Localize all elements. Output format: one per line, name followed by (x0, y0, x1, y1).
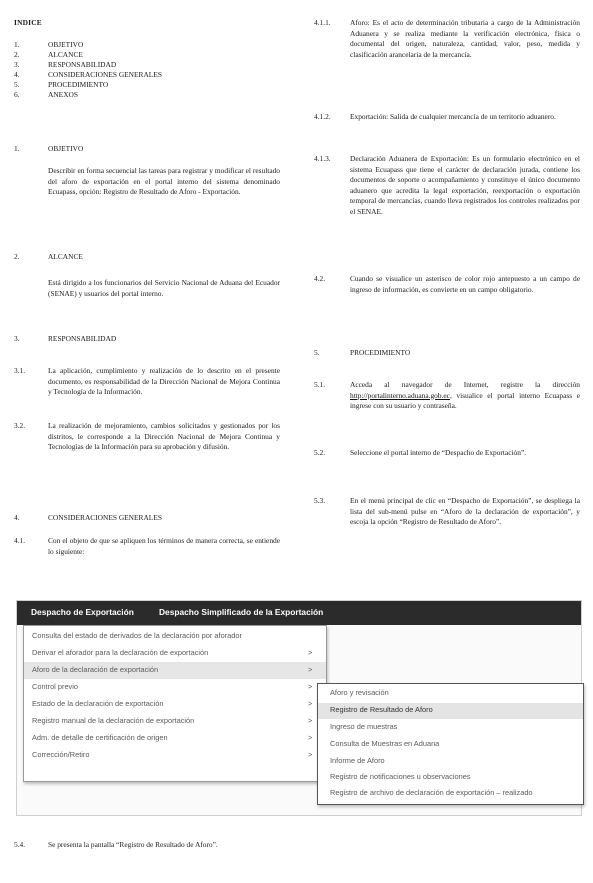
section-2-number: 2. (14, 252, 20, 261)
item-5-3-text: En el menú principal de clic en “Despacho de Exportación”, se despliega la lista del sub-menú pulse en “Aforo de la declaración de exportación”, y escoja la opción “Registro de Resultado de Aforo”. (350, 496, 580, 527)
section-4-number: 4. (14, 513, 20, 522)
item-4-1-2-text: Exportación: Salida de cualquier mercancía de un territorio aduanero. (350, 112, 556, 121)
submenu-item[interactable]: Registro manual de la declaración de exportación > (32, 716, 313, 725)
menu-despacho-simplificado[interactable]: Despacho Simplificado de la Exportación (159, 607, 324, 617)
item-4-1-text: Con el objeto de que se apliquen los términos de manera correcta, se entiende lo siguiente: (48, 536, 280, 556)
menu-despacho-exportacion[interactable]: Despacho de Exportación (31, 607, 134, 617)
menu-bar (17, 601, 581, 625)
section-4-title: CONSIDERACIONES GENERALES (48, 513, 162, 522)
menu-screenshot (16, 600, 582, 816)
section-3-number: 3. (14, 334, 20, 343)
item-3-1-text: La aplicación, cumplimiento y realización de lo descrito en el presente documento, es responsabilidad de la Dirección Nacional de Mejora Continua y Tecnología de la Información. (48, 366, 280, 397)
item-5-2-number: 5.2. (314, 448, 326, 457)
item-3-1-number: 3.1. (14, 366, 26, 375)
item-5-3-number: 5.3. (314, 496, 326, 505)
submenu (23, 625, 327, 782)
section-1-number: 1. (14, 144, 20, 153)
item-3-2-number: 3.2. (14, 421, 26, 430)
item-4-1-number: 4.1. (14, 536, 26, 545)
chevron-right-icon: > (308, 648, 313, 657)
aforo-submenu-item[interactable]: Registro de archivo de declaración de exportación – realizado (330, 788, 533, 797)
section-2-title: ALCANCE (48, 252, 83, 261)
chevron-right-icon: > (308, 699, 313, 708)
aforo-submenu-item[interactable]: Ingreso de muestras (330, 722, 398, 731)
submenu-item[interactable]: Estado de la declaración de exportación > (32, 699, 313, 708)
item-5-4-number: 5.4. (14, 840, 26, 849)
submenu-item[interactable]: Consulta del estado de derivados de la declaración por aforador (32, 631, 242, 640)
chevron-right-icon: > (308, 716, 313, 725)
submenu-item[interactable]: Adm. de detalle de certificación de origen > (32, 733, 313, 742)
section-3-title: RESPONSABILIDAD (48, 334, 117, 343)
item-5-2-text: Seleccione el portal interno de “Despacho de Exportación”. (350, 448, 527, 457)
item-4-1-3-text: Declaración Aduanera de Exportación: Es un formulario electrónico en el sistema Ecuapass que tiene el carácter de declaración jurada, contiene los documentos de soporte o acompañamiento y constituye el único documento aduanero que acredita la legal exportación, reexportación o exportación temporal de mercancías, cuando lleva registrados los controles realizados por el SENAE. (350, 154, 580, 216)
section-2-body: Está dirigido a los funcionarios del Servicio Nacional de Aduana del Ecuador (SENAE) y usuarios del portal interno. (48, 278, 280, 298)
item-3-2-text: La realización de mejoramiento, cambios solicitados y gestionados por los distritos, le corresponde a la Dirección Nacional de Mejora Continua y Tecnologías de la Información para su aprobación y difusión. (48, 421, 280, 452)
item-5-4-text: Se presenta la pantalla “Registro de Resultado de Aforo”. (48, 840, 218, 849)
aforo-submenu-item[interactable]: Informe de Aforo (330, 756, 385, 765)
chevron-right-icon: > (308, 733, 313, 742)
chevron-right-icon: > (308, 750, 313, 759)
item-4-2-number: 4.2. (314, 274, 326, 283)
item-4-1-2-number: 4.1.2. (314, 112, 331, 121)
submenu-item-aforo[interactable]: Aforo de la declaración de exportación > (24, 662, 326, 679)
section-5-title: PROCEDIMIENTO (350, 348, 411, 357)
section-1-body: Describir en forma secuencial las tareas para registrar y modificar el resultado del aforo de exportación en el portal interno del sistema denominado Ecuapass, opción: Registro de Resultado de Aforo - Exportación. (48, 166, 280, 197)
item-5-1-number: 5.1. (314, 380, 326, 389)
aforo-submenu-item[interactable]: Registro de notificaciones u observaciones (330, 772, 471, 781)
item-4-1-1-number: 4.1.1. (314, 18, 331, 27)
submenu-item[interactable]: Corrección/Retiro > (32, 750, 313, 759)
chevron-right-icon: > (308, 682, 313, 691)
submenu-item[interactable]: Derivar el aforador para la declaración de exportación > (32, 648, 313, 657)
registro-resultado-aforo-item[interactable]: Registro de Resultado de Aforo (318, 703, 583, 719)
submenu-item[interactable]: Control previo > (32, 682, 313, 691)
item-4-1-1-text: Aforo: Es el acto de determinación tributaria a cargo de la Administración Aduanera y se realiza mediante la verificación electrónica, física o documental del origen, naturaleza, cantidad, valor, peso, medida y clasificación arancelaria de la mercancía. (350, 18, 580, 59)
aforo-submenu (317, 683, 584, 805)
item-5-1-text: Acceda al navegador de Internet, registre la dirección http://portalinterno.aduana.gob.ec, visualice el portal interno Ecuapass e ingrese con su usuario y contraseña. (350, 380, 580, 411)
index-title: INDICE (14, 18, 42, 27)
aforo-submenu-item[interactable]: Consulta de Muestras en Aduana (330, 739, 440, 748)
section-1-title: OBJETIVO (48, 144, 84, 153)
aforo-submenu-item[interactable]: Aforo y revisación (330, 688, 389, 697)
section-5-number: 5. (314, 348, 320, 357)
chevron-right-icon: > (308, 665, 313, 674)
item-4-1-3-number: 4.1.3. (314, 154, 331, 163)
portal-link[interactable]: http://portalinterno.aduana.gob.ec (350, 390, 450, 400)
item-4-2-text: Cuando se visualice un asterisco de color rojo antepuesto a un campo de ingreso de información, es convierte en un campo obligatorio. (350, 274, 580, 294)
